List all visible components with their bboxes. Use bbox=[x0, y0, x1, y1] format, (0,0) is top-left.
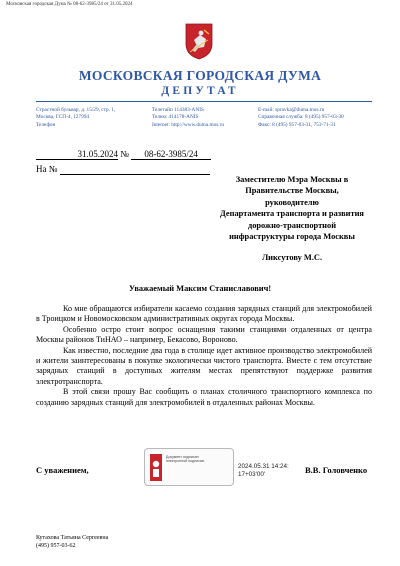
body-paragraph: Особенно остро стоит вопрос оснащения такими станциями отдаленных от центра Москвы районов ТиНАО – например, Бекасово, Вороново. bbox=[36, 324, 372, 345]
letter-body bbox=[36, 304, 372, 408]
moscow-duma-logo-icon bbox=[150, 454, 162, 481]
addressee-line: руководителю bbox=[265, 197, 319, 207]
ref-number-sign: № bbox=[120, 149, 129, 159]
executor-phone: (495) 957-03-62 bbox=[36, 543, 76, 549]
contact-line: E-mail: spravka@duma.mos.ru bbox=[258, 107, 325, 113]
addressee-line: инфраструктуры города Москвы bbox=[229, 232, 355, 242]
ref-number: 08-62-3985/24 bbox=[131, 149, 211, 160]
ref-date: 31.05.2024 bbox=[36, 149, 118, 160]
contacts-telex bbox=[152, 107, 257, 129]
executor-block bbox=[36, 534, 108, 550]
addressee-line: Правительстве Москвы, bbox=[245, 186, 339, 196]
addressee-line: Департамента транспорта и развития bbox=[220, 209, 364, 219]
signer-name: В.В. Головченко bbox=[305, 465, 368, 475]
contacts-address bbox=[36, 107, 151, 129]
contact-line: Страстной бульвар, д. 15/29, стр. 1, bbox=[36, 107, 116, 113]
header-divider bbox=[36, 101, 372, 102]
document-header-line: Московская городская Дума № 08-62-3985/24 от 31.05.2024 bbox=[6, 2, 133, 7]
contact-line: Москва, ГСП-4, 127994 bbox=[36, 114, 90, 121]
signed-tz: 17+03'00' bbox=[238, 471, 266, 479]
contacts-email bbox=[258, 107, 378, 129]
org-name: МОСКОВСКАЯ ГОРОДСКАЯ ДУМА bbox=[78, 68, 322, 83]
stamp-line: электронной подписью bbox=[166, 459, 205, 464]
ref-on-blank bbox=[60, 164, 210, 175]
closing-phrase: С уважением, bbox=[36, 465, 89, 475]
moscow-coat-of-arms-icon bbox=[184, 22, 214, 60]
addressee-line: дорожно-транспортной bbox=[247, 220, 337, 230]
contact-line: Телекс 414178-ANIS bbox=[152, 114, 199, 121]
ref-on-row bbox=[36, 164, 210, 175]
body-paragraph: Как известно, последние два года в столице идет активное производство электромобилей и жители заинтересованы в покупке экологически чистого транспорта. Вместе с тем отсутствие зарядных станций в доступных жителям местах препятствуют поддержке развития электротранспорта. bbox=[36, 345, 372, 386]
signed-at: 2024.05.31 14:24: bbox=[238, 463, 289, 470]
body-paragraph: В этой связи прошу Вас сообщить о планах столичного транспортного комплекса по созданию зарядных станций для электромобилей в отдаленных районах Москвы. bbox=[36, 387, 372, 407]
contact-line: Internet: http://www.duma.mos.ru bbox=[152, 121, 225, 128]
addressee-block bbox=[214, 174, 370, 242]
addressee-name: Ликсутову М.С. bbox=[261, 253, 323, 262]
executor-name: Кутахова Татьяна Сергеевна bbox=[36, 535, 109, 541]
greeting: Уважаемый Максим Станиславович! bbox=[128, 284, 272, 293]
contact-line: Телефон bbox=[36, 121, 56, 128]
contact-line: Телетайп 114383-ANIS bbox=[152, 107, 204, 113]
body-paragraph: Ко мне обращаются избиратели касаемо создания зарядных станций для электромобилей в Троицком и Новомосковском административных округах города Москвы. bbox=[36, 304, 372, 324]
ref-on-label: На № bbox=[36, 164, 58, 174]
contact-line: Справочная служба: 8 (495) 957-03-30 bbox=[258, 114, 344, 121]
contact-line: Факс: 8 (495) 957-03-31, 753-71-31 bbox=[258, 121, 336, 128]
e-signature-stamp bbox=[144, 448, 234, 486]
ref-date-row bbox=[36, 149, 211, 160]
org-subtitle: ДЕПУТАТ bbox=[161, 85, 239, 97]
addressee-line: Заместителю Мэра Москвы в bbox=[235, 175, 349, 184]
stamp-caption bbox=[166, 455, 230, 464]
stamp-line: Документ подписан bbox=[166, 455, 199, 459]
signature-timestamp bbox=[238, 463, 289, 480]
